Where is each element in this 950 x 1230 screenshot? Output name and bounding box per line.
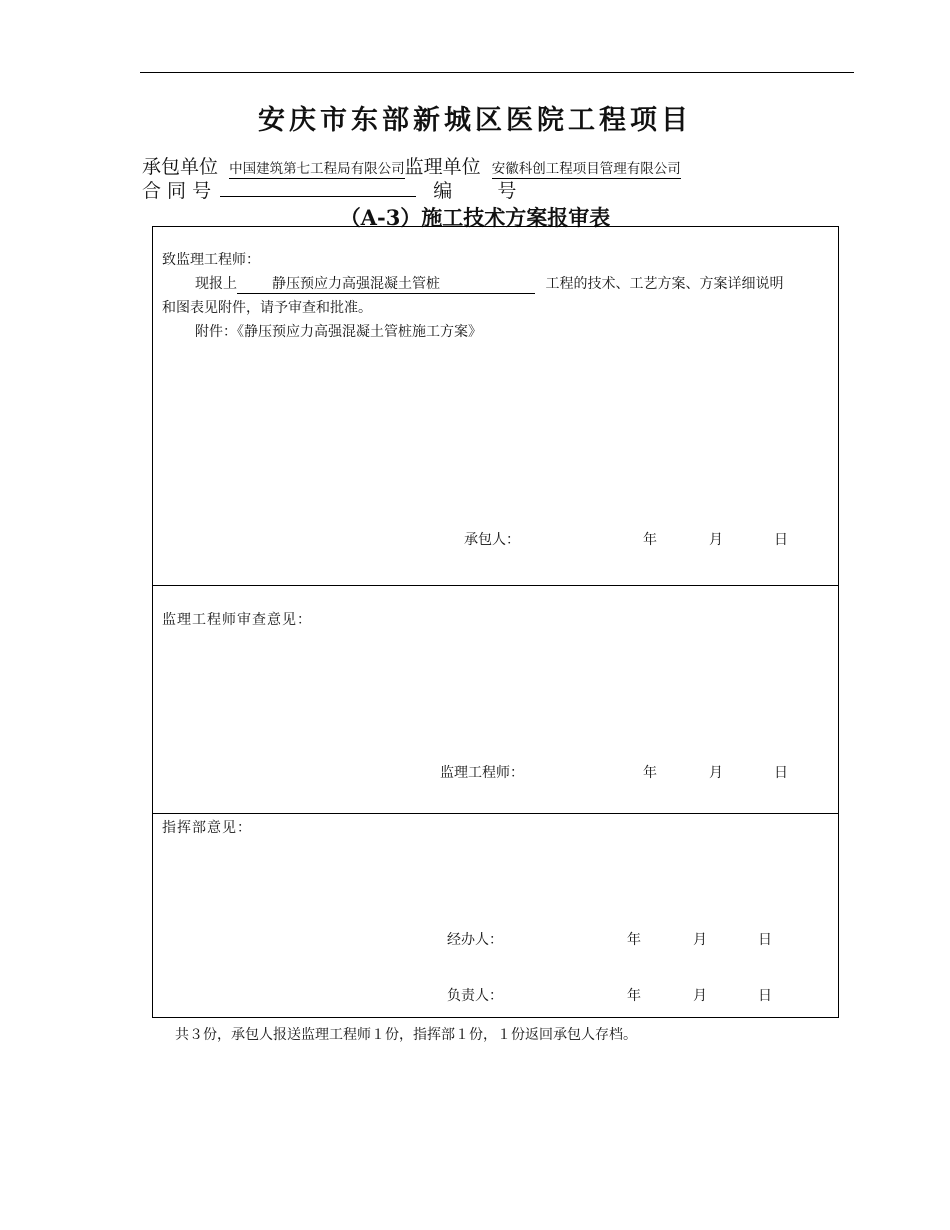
to-engineer: 致监理工程师： (162, 252, 260, 268)
row-divider-2 (153, 813, 838, 814)
contract-no-field (220, 178, 416, 197)
line1-prefix: 现报上 (195, 276, 237, 292)
contractor-sign-label: 承包人： (464, 532, 520, 548)
serial-label: 编 (433, 180, 453, 202)
s3-resp-day: 日 (758, 988, 772, 1004)
serial-label-2: 号 (497, 180, 517, 202)
contractor-label: 承包单位 (142, 156, 219, 178)
attachment: 附件：《静压预应力高强混凝土管桩施工方案》 (195, 324, 482, 340)
supervisor-value: 安徽科创工程项目管理有限公司 (491, 161, 681, 177)
s1-day: 日 (774, 532, 788, 548)
submission-line-1 (195, 273, 783, 294)
s3-handler-month: 月 (693, 932, 707, 948)
contractor-row (142, 152, 681, 179)
s3-handler-year: 年 (627, 932, 641, 948)
form-table (152, 226, 839, 1018)
s2-month: 月 (709, 765, 723, 781)
row-divider-1 (153, 585, 838, 586)
s3-handler-day: 日 (758, 932, 772, 948)
project-item: 静压预应力高强混凝土管桩 (272, 276, 440, 292)
hq-opinion-title: 指挥部意见： (162, 820, 252, 836)
responsible-label: 负责人： (447, 988, 503, 1004)
supervisor-label: 监理单位 (404, 156, 481, 178)
contract-row (142, 176, 516, 203)
s2-day: 日 (774, 765, 788, 781)
top-rule (140, 72, 854, 73)
s1-month: 月 (709, 532, 723, 548)
supervisor-review-title: 监理工程师审查意见： (162, 612, 312, 628)
project-title: 安庆市东部新城区医院工程项目 (258, 105, 692, 136)
s3-resp-month: 月 (693, 988, 707, 1004)
submission-line-2: 和图表见附件，请予审查和批准。 (162, 300, 372, 316)
contractor-value: 中国建筑第七工程局有限公司 (229, 161, 405, 177)
handler-label: 经办人： (447, 932, 503, 948)
s3-resp-year: 年 (627, 988, 641, 1004)
contract-no-label: 合 同 号 (142, 180, 212, 202)
supervisor-sign-label: 监理工程师： (440, 765, 524, 781)
footer-note: 共３份，承包人报送监理工程师１份，指挥部１份，１份返回承包人存档。 (175, 1027, 637, 1043)
s2-year: 年 (643, 765, 657, 781)
line1-suffix: 工程的技术、工艺方案、方案详细说明 (545, 276, 784, 292)
s1-year: 年 (643, 532, 657, 548)
form-title: （A-3）施工技术方案报审表 (339, 205, 611, 230)
